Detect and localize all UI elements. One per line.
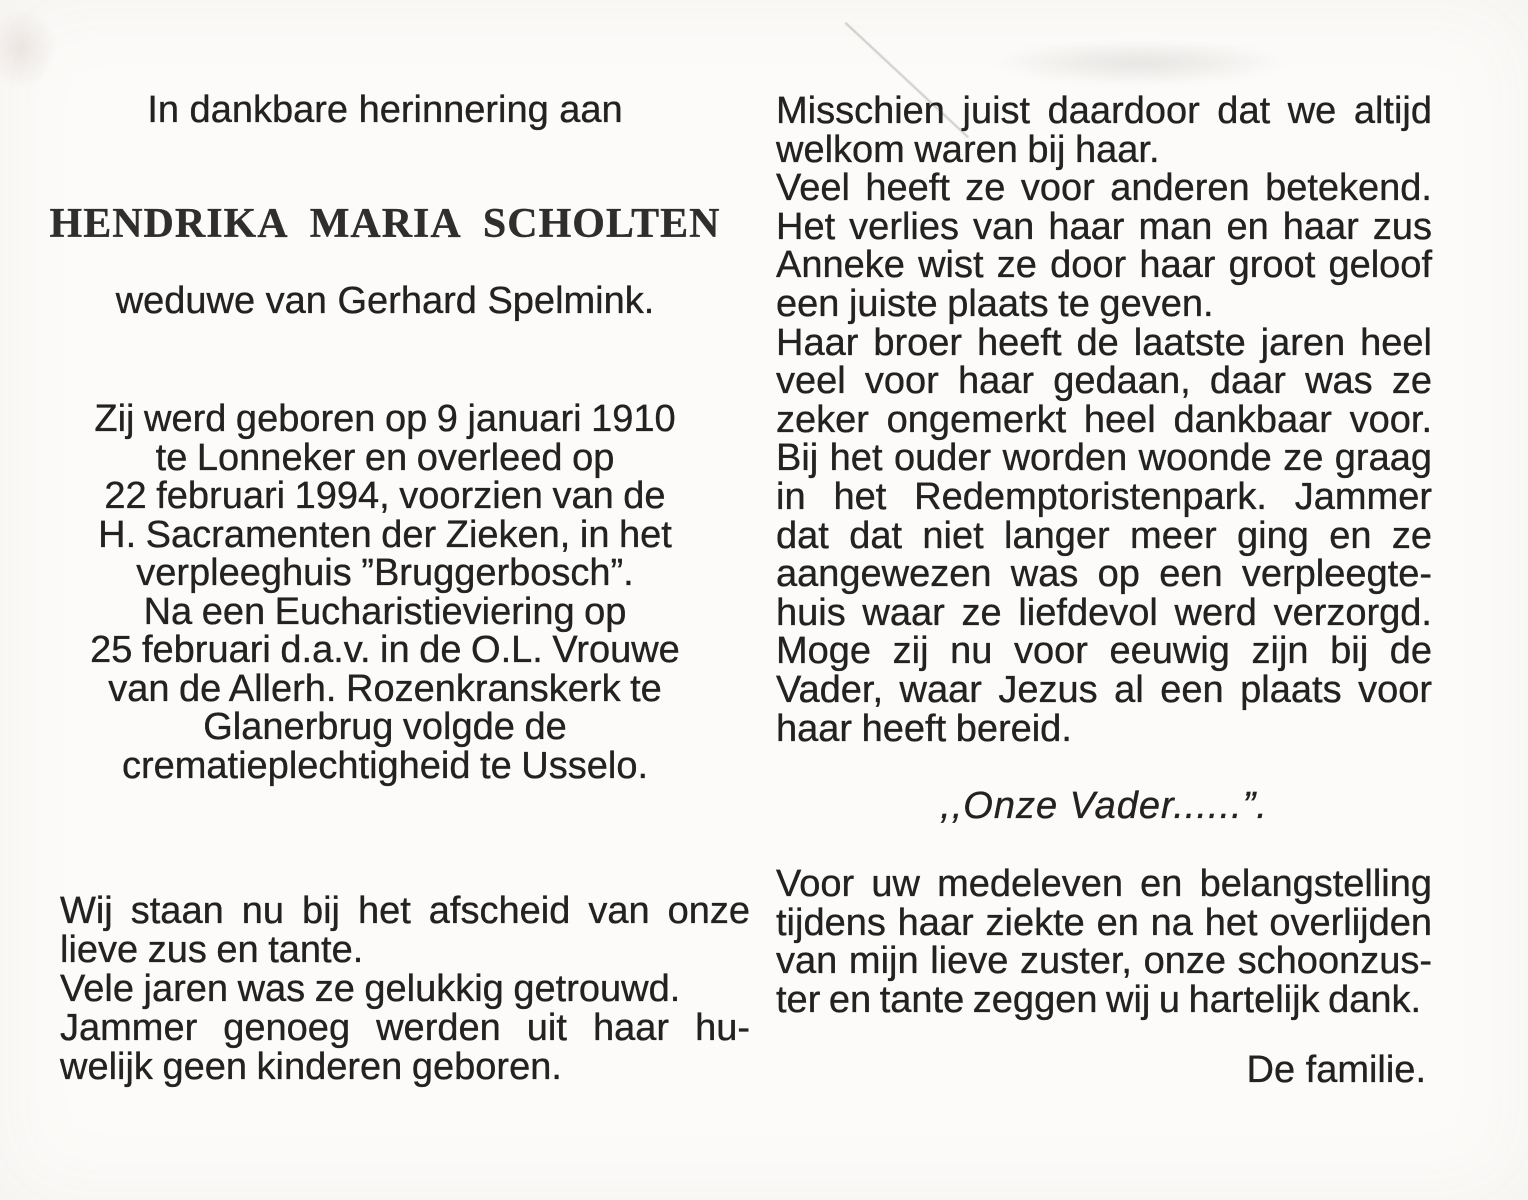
text-line: Haar broer heeft de laatste jaren heel [776, 321, 1432, 364]
text-line: welkom waren bij haar. [776, 128, 1160, 171]
text-line: Voor uw medeleven en belangstelling [776, 863, 1432, 905]
remembrance-paragraph [776, 92, 1432, 748]
text-line: te Lonneker en overleed op [155, 436, 615, 479]
text-line: 25 februari d.a.v. in de O.L. Vrouwe [90, 629, 680, 671]
text-line: Bij het ouder worden woonde ze graag [776, 437, 1432, 480]
text-line: aangewezen was op een verpleegte- [776, 553, 1432, 596]
family-signature: De familie. [1246, 1049, 1426, 1091]
text-line: van mijn lieve zuster, onze schoonzus- [776, 940, 1432, 982]
text-line: Misschien juist daardoor dat we altijd [776, 90, 1432, 132]
text-line: tijdens haar ziekte en na het overlijden [776, 901, 1432, 944]
widow-relation-line: weduwe van Gerhard Spelmink. [115, 280, 655, 322]
text-line: lieve zus en tante. [60, 929, 364, 971]
text-line: verpleeghuis ”Bruggerbosch”. [136, 552, 634, 594]
text-line: Anneke wist ze door haar groot geloof [776, 244, 1432, 287]
intro-line: In dankbare herinnering aan [147, 89, 623, 131]
text-line: van de Allerh. Rozenkranskerk te [108, 667, 662, 710]
text-line: Jammer genoeg werden uit haar hu- [60, 1007, 750, 1049]
acknowledgement-paragraph [776, 865, 1432, 1019]
text-line: 22 februari 1994, voorzien van de [104, 475, 666, 517]
text-line: huis waar ze liefdevol werd verzorgd. [776, 591, 1432, 634]
text-line: H. Sacramenten der Zieken, in het [98, 513, 672, 556]
text-line: Vader, waar Jezus al een plaats voor [776, 668, 1432, 711]
deceased-name: HENDRIKA MARIA SCHOLTEN [49, 201, 721, 247]
text-line: Het verlies van haar man en haar zus [776, 205, 1432, 248]
text-line: Moge zij nu voor eeuwig zijn bij de [776, 630, 1432, 673]
scan-smudge-artifact [990, 40, 1290, 86]
text-line: welijk geen kinderen geboren. [60, 1046, 562, 1088]
life-events-paragraph [55, 400, 715, 785]
text-line: Vele jaren was ze gelukkig getrouwd. [60, 968, 681, 1010]
text-line: Veel heeft ze voor anderen betekend. [776, 167, 1432, 210]
prayer-quote: ,,Onze Vader......”. [940, 785, 1268, 827]
text-line: een juiste plaats te geven. [776, 282, 1214, 325]
scan-smudge-artifact [0, 8, 56, 88]
text-line: crematieplechtigheid te Usselo. [121, 744, 649, 787]
text-line: zeker ongemerkt heel dankbaar voor. [776, 398, 1432, 441]
text-line: Na een Eucharistieviering op [143, 590, 627, 633]
text-line: dat dat niet langer meer ging en ze [776, 514, 1432, 557]
text-line: veel voor haar gedaan, daar was ze [776, 360, 1432, 403]
text-line: in het Redemptoristenpark. Jammer [776, 475, 1432, 518]
text-line: ter en tante zeggen wij u hartelijk dank. [776, 978, 1422, 1021]
text-line: Wij staan nu bij het afscheid van onze [60, 890, 750, 932]
text-line: Zij werd geboren op 9 januari 1910 [94, 398, 676, 440]
farewell-paragraph [60, 892, 750, 1087]
text-line: Glanerbrug volgde de [203, 706, 567, 748]
text-line: haar heeft bereid. [776, 707, 1072, 750]
